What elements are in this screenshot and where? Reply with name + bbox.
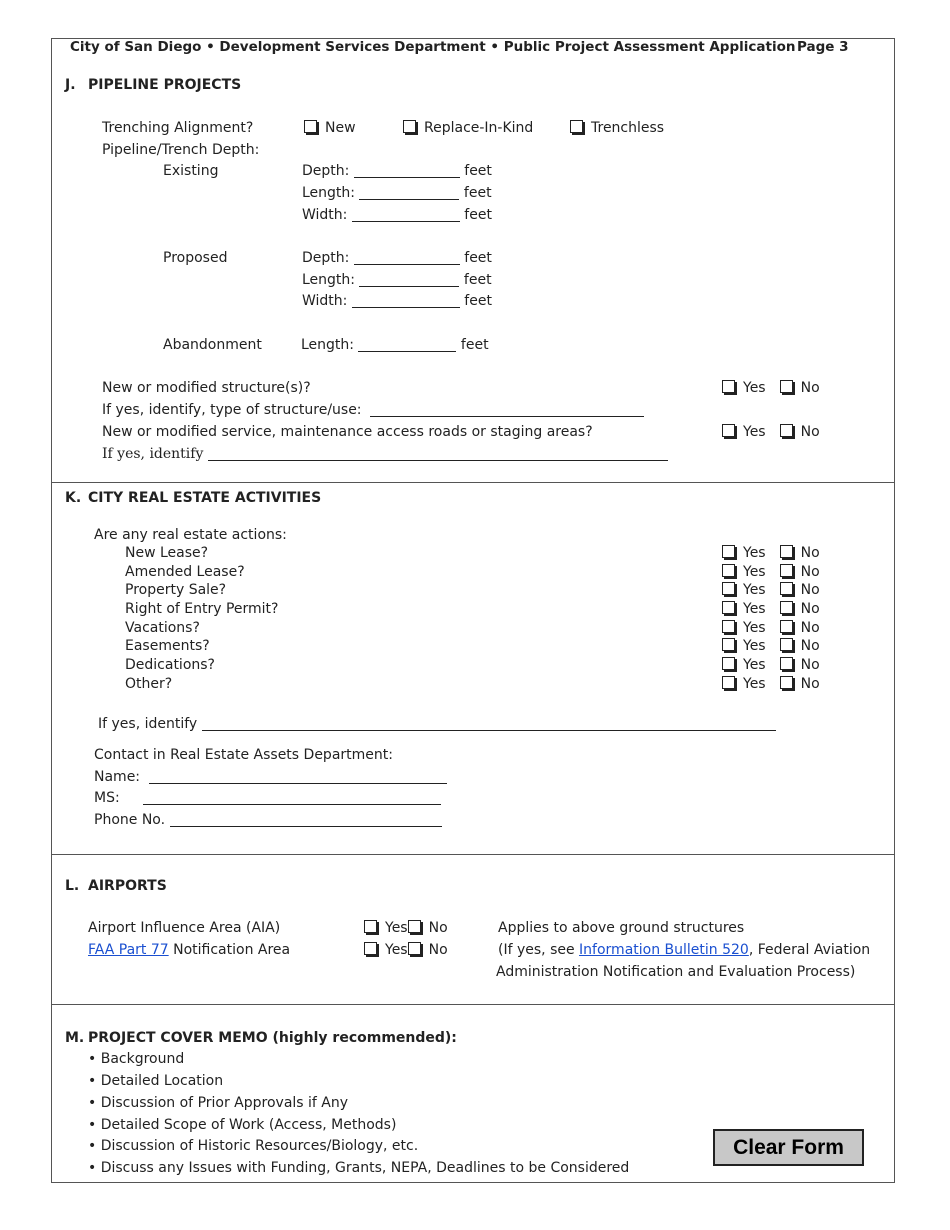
- aia-note: Applies to above ground structures: [498, 920, 745, 936]
- trench-new-option[interactable]: New: [304, 120, 356, 136]
- divider: [51, 482, 895, 483]
- real-estate-item: Easements?: [125, 638, 210, 654]
- info-bulletin-520-link[interactable]: Information Bulletin 520: [579, 942, 749, 958]
- real-estate-item: Amended Lease?: [125, 564, 245, 580]
- existing-label: Existing: [163, 163, 219, 179]
- roads-yes-no[interactable]: Yes No: [722, 424, 820, 440]
- checkbox[interactable]: [570, 120, 583, 133]
- roads-identify-field[interactable]: If yes, identify: [102, 446, 668, 462]
- section-k-title: CITY REAL ESTATE ACTIVITIES: [88, 490, 322, 506]
- checkbox[interactable]: [304, 120, 317, 133]
- divider: [51, 854, 895, 855]
- proposed-width-field[interactable]: Width: feet: [302, 293, 492, 309]
- memo-bullet: • Discussion of Prior Approvals if Any: [88, 1095, 349, 1111]
- abandonment-label: Abandonment: [163, 337, 262, 353]
- contact-name-field[interactable]: Name:: [94, 769, 447, 785]
- real-estate-item: Other?: [125, 676, 173, 692]
- roads-question: New or modified service, maintenance access roads or staging areas?: [102, 424, 593, 440]
- proposed-label: Proposed: [163, 250, 228, 266]
- structure-yes-no[interactable]: Yes No: [722, 380, 820, 396]
- section-j-letter: J.: [65, 77, 76, 93]
- real-estate-yes-no[interactable]: Yes No: [722, 601, 820, 617]
- real-estate-yes-no[interactable]: Yes No: [722, 564, 820, 580]
- trench-replace-option[interactable]: Replace-In-Kind: [403, 120, 533, 136]
- real-estate-yes-no[interactable]: Yes No: [722, 676, 820, 692]
- section-l-title: AIRPORTS: [88, 878, 167, 894]
- structure-question: New or modified structure(s)?: [102, 380, 311, 396]
- aia-yes-no[interactable]: Yes No: [364, 920, 448, 936]
- page-number: Page 3: [797, 39, 849, 55]
- memo-bullet: • Discuss any Issues with Funding, Grants, NEPA, Deadlines to be Considered: [88, 1160, 630, 1176]
- real-estate-item: New Lease?: [125, 545, 209, 561]
- trench-trenchless-option[interactable]: Trenchless: [570, 120, 664, 136]
- faa-label: FAA Part 77 Notification Area: [88, 942, 291, 958]
- aia-label: Airport Influence Area (AIA): [88, 920, 281, 936]
- contact-label: Contact in Real Estate Assets Department:: [94, 747, 393, 763]
- real-estate-item: Property Sale?: [125, 582, 227, 598]
- checkbox[interactable]: [403, 120, 416, 133]
- existing-depth-field[interactable]: Depth: feet: [302, 163, 492, 179]
- memo-bullet: • Detailed Scope of Work (Access, Methods): [88, 1117, 397, 1133]
- section-k-letter: K.: [65, 490, 82, 506]
- trenching-label: Trenching Alignment?: [102, 120, 254, 136]
- real-estate-item: Vacations?: [125, 620, 200, 636]
- divider: [51, 1004, 895, 1005]
- proposed-length-field[interactable]: Length: feet: [302, 272, 492, 288]
- real-estate-yes-no[interactable]: Yes No: [722, 545, 820, 561]
- abandonment-length-field[interactable]: Length: feet: [301, 337, 489, 353]
- faa-note-line2: Administration Notification and Evaluation Process): [496, 964, 856, 980]
- clear-form-button[interactable]: Clear Form: [713, 1129, 864, 1166]
- existing-width-field[interactable]: Width: feet: [302, 207, 492, 223]
- real-estate-item: Right of Entry Permit?: [125, 601, 279, 617]
- section-j-title: PIPELINE PROJECTS: [88, 77, 242, 93]
- faa-part77-link[interactable]: FAA Part 77: [88, 942, 169, 958]
- real-estate-identify-field[interactable]: If yes, identify: [98, 716, 776, 732]
- structure-identify-field[interactable]: If yes, identify, type of structure/use:: [102, 402, 644, 418]
- existing-length-field[interactable]: Length: feet: [302, 185, 492, 201]
- memo-bullet: • Background: [88, 1051, 185, 1067]
- real-estate-yes-no[interactable]: Yes No: [722, 582, 820, 598]
- real-estate-yes-no[interactable]: Yes No: [722, 638, 820, 654]
- contact-ms-field[interactable]: MS:: [94, 790, 441, 806]
- faa-yes-no[interactable]: Yes No: [364, 942, 448, 958]
- document-title: City of San Diego • Development Services Department • Public Project Assessment Application: [70, 39, 796, 55]
- depth-label: Pipeline/Trench Depth:: [102, 142, 260, 158]
- proposed-depth-field[interactable]: Depth: feet: [302, 250, 492, 266]
- contact-phone-field[interactable]: Phone No.: [94, 812, 442, 828]
- memo-bullet: • Detailed Location: [88, 1073, 224, 1089]
- section-m-letter: M.: [65, 1030, 85, 1046]
- faa-note: (If yes, see Information Bulletin 520, Federal Aviation: [498, 942, 871, 958]
- real-estate-item: Dedications?: [125, 657, 215, 673]
- real-estate-yes-no[interactable]: Yes No: [722, 620, 820, 636]
- real-estate-intro: Are any real estate actions:: [94, 527, 287, 543]
- real-estate-yes-no[interactable]: Yes No: [722, 657, 820, 673]
- memo-bullet: • Discussion of Historic Resources/Biology, etc.: [88, 1138, 419, 1154]
- section-m-title: PROJECT COVER MEMO (highly recommended):: [88, 1030, 457, 1046]
- section-l-letter: L.: [65, 878, 80, 894]
